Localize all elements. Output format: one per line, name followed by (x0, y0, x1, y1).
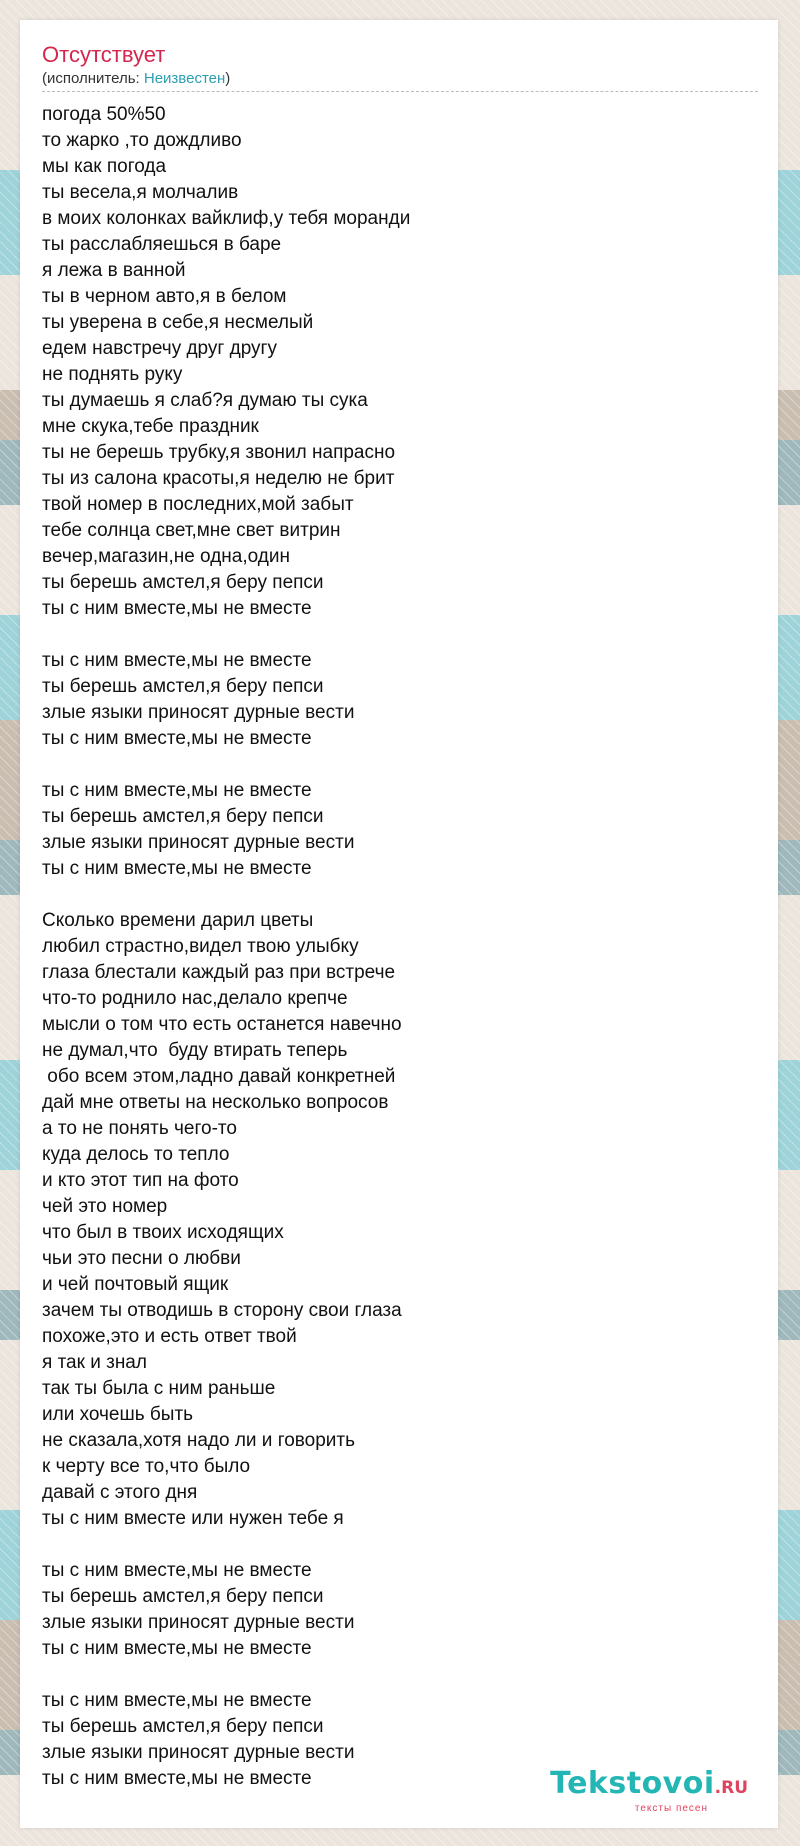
lyrics-line: ты берешь амстел,я беру пепси (42, 676, 324, 697)
lyrics-line: злые языки приносят дурные вести (42, 1742, 355, 1763)
lyrics-stanza (42, 1558, 756, 1662)
lyrics-line: ты с ним вместе,мы не вместе (42, 598, 312, 619)
lyrics-line: любил страстно,видел твою улыбку (42, 936, 359, 957)
lyrics-line: не поднять руку (42, 364, 183, 385)
lyrics-line: чей это номер (42, 1196, 168, 1217)
lyrics-line: ты с ним вместе,мы не вместе (42, 780, 312, 801)
lyrics-line: ты думаешь я слаб?я думаю ты сука (42, 390, 368, 411)
logo-name: Tekstovoi (550, 1766, 715, 1801)
lyrics-line: глаза блестали каждый раз при встрече (42, 962, 396, 983)
lyrics-line: чьи это песни о любви (42, 1248, 241, 1269)
lyrics-line: Сколько времени дарил цветы (42, 910, 314, 931)
lyrics-line: ты берешь амстел,я беру пепси (42, 1586, 324, 1607)
lyrics-line: я лежа в ванной (42, 260, 186, 281)
artist-line (42, 69, 758, 92)
lyrics-line: то жарко ,то дождливо (42, 130, 242, 151)
lyrics-line: мы как погода (42, 156, 167, 177)
lyrics-line: ты уверена в себе,я несмелый (42, 312, 314, 333)
lyrics-line: ты расслабляешься в баре (42, 234, 282, 255)
lyrics-line: зачем ты отводишь в сторону свои глаза (42, 1300, 402, 1321)
logo-tld: .RU (714, 1778, 748, 1798)
lyrics-line: обо всем этом,ладно давай конкретней (42, 1066, 396, 1087)
lyrics-line: ты с ним вместе,мы не вместе (42, 1638, 312, 1659)
lyrics-line: мысли о том что есть останется навечно (42, 1014, 402, 1035)
lyrics-line: ты с ним вместе,мы не вместе (42, 858, 312, 879)
lyrics-line: тебе солнца свет,мне свет витрин (42, 520, 341, 541)
lyrics-line: что был в твоих исходящих (42, 1222, 284, 1243)
lyrics-line: и кто этот тип на фото (42, 1170, 239, 1191)
lyrics-text (42, 102, 756, 1792)
lyrics-stanza (42, 102, 756, 622)
lyrics-line: что-то роднило нас,делало крепче (42, 988, 348, 1009)
lyrics-line: не думал,что буду втирать теперь (42, 1040, 348, 1061)
lyrics-line: я так и знал (42, 1352, 147, 1373)
lyrics-line: так ты была с ним раньше (42, 1378, 276, 1399)
lyrics-line: а то не понять чего-то (42, 1118, 237, 1139)
lyrics-line: не сказала,хотя надо ли и говорить (42, 1430, 356, 1451)
lyrics-line: злые языки приносят дурные вести (42, 702, 355, 723)
lyrics-line: вечер,магазин,не одна,один (42, 546, 290, 567)
lyrics-line: или хочешь быть (42, 1404, 194, 1425)
logo-subtitle: тексты песен (634, 1803, 708, 1814)
lyrics-line: мне скука,тебе праздник (42, 416, 259, 437)
lyrics-line: ты с ним вместе,мы не вместе (42, 1690, 312, 1711)
lyrics-line: злые языки приносят дурные вести (42, 832, 355, 853)
lyrics-line: ты в черном авто,я в белом (42, 286, 287, 307)
lyrics-line: ты весела,я молчалив (42, 182, 239, 203)
lyrics-line: ты с ним вместе,мы не вместе (42, 1768, 312, 1789)
lyrics-line: погода 50%50 (42, 104, 166, 125)
lyrics-line: ты с ним вместе,мы не вместе (42, 728, 312, 749)
lyrics-stanza (42, 908, 756, 1532)
logo-wordmark (550, 1768, 748, 1804)
lyrics-line: ты берешь амстел,я беру пепси (42, 806, 324, 827)
lyrics-line: ты с ним вместе,мы не вместе (42, 1560, 312, 1581)
artist-suffix: ) (225, 70, 231, 87)
lyrics-line: ты не берешь трубку,я звонил напрасно (42, 442, 396, 463)
artist-prefix: (исполнитель: (42, 70, 144, 87)
lyrics-line: ты берешь амстел,я беру пепси (42, 572, 324, 593)
lyrics-line: похоже,это и есть ответ твой (42, 1326, 297, 1347)
lyrics-line: куда делось то тепло (42, 1144, 230, 1165)
lyrics-line: твой номер в последних,мой забыт (42, 494, 354, 515)
lyrics-line: злые языки приносят дурные вести (42, 1612, 355, 1633)
lyrics-line: ты из салона красоты,я неделю не брит (42, 468, 395, 489)
lyrics-line: ты с ним вместе или нужен тебе я (42, 1508, 344, 1529)
lyrics-line: едем навстречу друг другу (42, 338, 277, 359)
song-title: Отсутствует (42, 42, 166, 67)
lyrics-line: к черту все то,что было (42, 1456, 251, 1477)
lyrics-line: ты берешь амстел,я беру пепси (42, 1716, 324, 1737)
lyrics-stanza (42, 648, 756, 752)
lyrics-line: ты с ним вместе,мы не вместе (42, 650, 312, 671)
lyrics-card (20, 20, 778, 1828)
lyrics-stanza (42, 778, 756, 882)
lyrics-line: дай мне ответы на несколько вопросов (42, 1092, 389, 1113)
artist-link[interactable]: Неизвестен (143, 70, 226, 87)
lyrics-line: и чей почтовый ящик (42, 1274, 229, 1295)
site-logo[interactable] (550, 1768, 748, 1814)
lyrics-line: давай с этого дня (42, 1482, 198, 1503)
lyrics-line: в моих колонках вайклиф,у тебя моранди (42, 208, 411, 229)
